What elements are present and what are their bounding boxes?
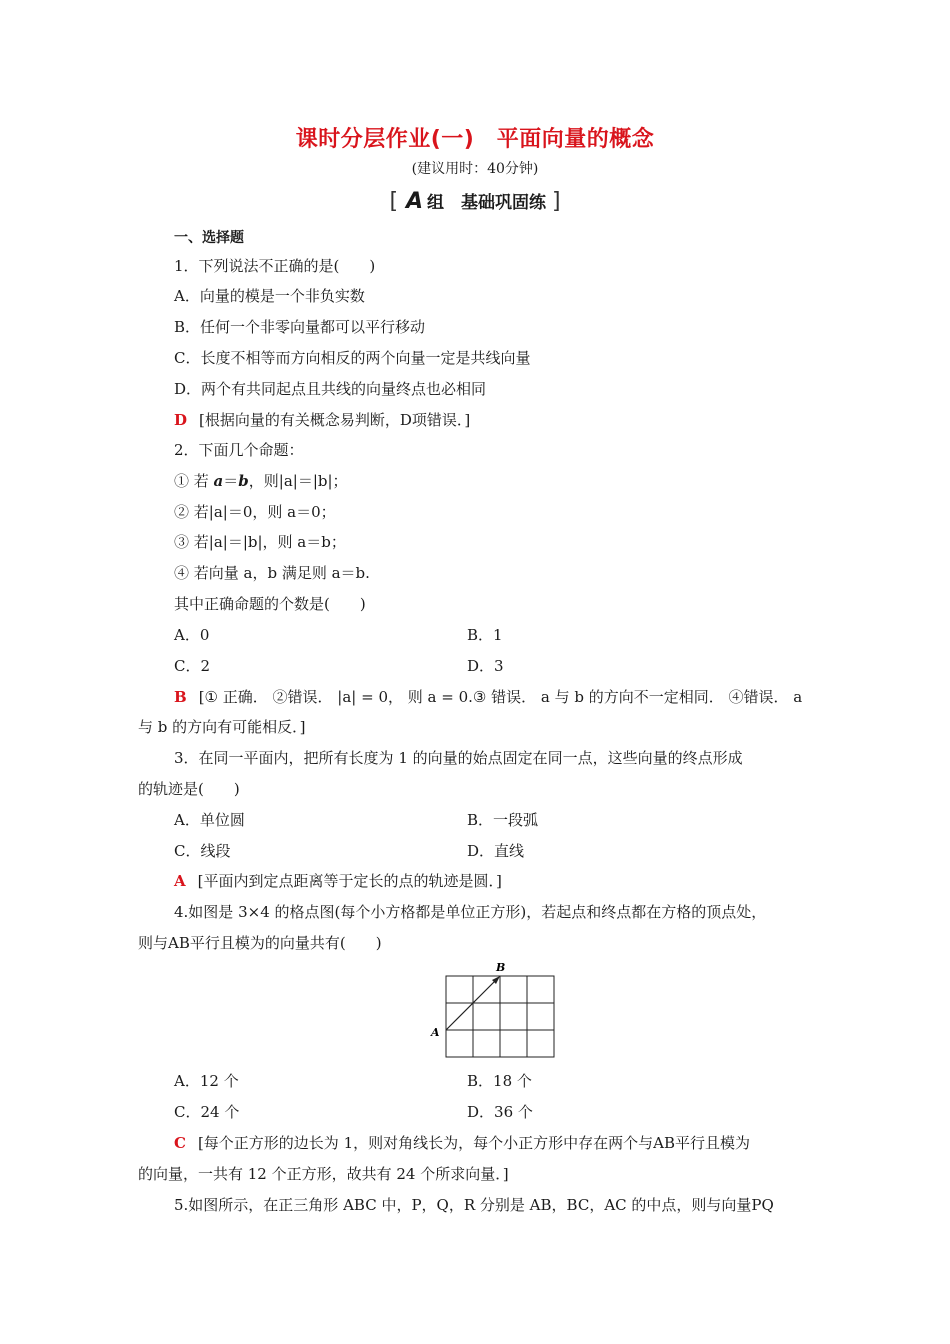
q1-option-d: D．两个有共同起点且共线的向量终点也必相同 [174, 380, 487, 398]
q2-prop-2: ② 若|a|＝0，则 a＝0； [174, 503, 336, 521]
q1-option-a: A．向量的模是一个非负实数 [174, 287, 365, 305]
q4-option-a: A．12 个 [174, 1072, 239, 1090]
q1-option-b: B．任何一个非零向量都可以平行移动 [174, 318, 426, 336]
point-label-b: B [496, 961, 506, 974]
q2-explain-2: 与 b 的方向有可能相反．] [138, 718, 306, 736]
q2-explain-1: [① 正确． ②错误． |a| = 0， 则 a = 0.③ 错误． a 与 b 的方向不一定相同． ④错误． a [198, 688, 803, 706]
q1-explain: [根据向量的有关概念易判断，D项错误．] [199, 411, 471, 429]
q2-answer-line [174, 687, 802, 707]
page-subtitle: (建议用时：40分钟) [411, 161, 539, 177]
q4-answer-line [174, 1133, 750, 1153]
q2-prop-3: ③ 若|a|＝|b|，则 a＝b； [174, 533, 346, 551]
q3-stem-2: 的轨迹是( ) [138, 780, 240, 798]
q2-ask: 其中正确命题的个数是( ) [174, 595, 366, 613]
q2-option-c: C．2 [174, 657, 211, 675]
q4-explain-1: [每个正方形的边长为 1，则对角线长为，每个小正方形中存在两个与AB平行且模为 [197, 1134, 750, 1152]
q2-prop-1-eq: ＝ [223, 472, 239, 490]
bracket-right: ] [551, 189, 561, 214]
q3-option-c: C．线段 [174, 842, 231, 860]
grid-lines [446, 976, 554, 1057]
bracket-left: [ [389, 189, 399, 214]
lattice-grid-figure [430, 958, 560, 1060]
q2-prop-1-b: b [238, 472, 249, 490]
q2-prop-1-prefix: ① 若 [174, 472, 214, 490]
q3-option-d: D．直线 [467, 842, 525, 860]
page-title: 课时分层作业(一) 平面向量的概念 [295, 127, 655, 152]
q2-option-d: D．3 [467, 657, 504, 675]
q2-prop-4: ④ 若向量 a，b 满足则 a＝b. [174, 564, 370, 582]
vector-ab-arrow [446, 978, 498, 1030]
group-heading [0, 188, 950, 214]
q4-option-d: D．36 个 [467, 1103, 533, 1121]
q1-stem: 1．下列说法不正确的是( ) [174, 257, 376, 275]
group-label: 组 基础巩固练 [427, 193, 547, 213]
q2-answer: B [174, 688, 187, 706]
q4-option-b: B．18 个 [467, 1072, 532, 1090]
q4-stem-2: 则与AB平行且模为的向量共有( ) [138, 934, 382, 952]
q4-option-c: C．24 个 [174, 1103, 240, 1121]
q2-prop-1 [174, 471, 348, 491]
q3-option-a: A．单位圆 [174, 811, 245, 829]
group-letter: A [405, 189, 424, 214]
q3-explain: [平面内到定点距离等于定长的点的轨迹是圆．] [197, 872, 502, 890]
section-heading: 一、选择题 [174, 230, 244, 246]
point-label-a: A [431, 1026, 440, 1039]
q5-stem-1: 5.如图所示，在正三角形 ABC 中，P，Q，R 分别是 AB，BC，AC 的中点，则与向量PQ [174, 1196, 774, 1214]
q1-option-c: C．长度不相等而方向相反的两个向量一定是共线向量 [174, 349, 531, 367]
q4-answer: C [174, 1134, 186, 1152]
q3-option-b: B．一段弧 [467, 811, 539, 829]
q4-stem-1: 4.如图是 3×4 的格点图(每个小方格都是单位正方形)，若起点和终点都在方格的顶点处， [174, 903, 767, 921]
q2-option-b: B．1 [467, 626, 503, 644]
q2-prop-1-a: a [213, 472, 224, 490]
q3-answer: A [174, 872, 186, 890]
q2-stem: 2．下面几个命题： [174, 441, 304, 459]
q1-answer: D [174, 411, 188, 429]
q2-prop-1-rest: ，则|a|＝|b|； [248, 472, 348, 490]
q3-answer-line [174, 871, 502, 891]
q4-explain-2: 的向量，一共有 12 个正方形，故共有 24 个所求向量．] [138, 1165, 509, 1183]
q1-answer-line [174, 410, 470, 430]
q3-stem-1: 3．在同一平面内，把所有长度为 1 的向量的始点固定在同一点，这些向量的终点形成 [174, 749, 743, 767]
q2-option-a: A．0 [174, 626, 210, 644]
